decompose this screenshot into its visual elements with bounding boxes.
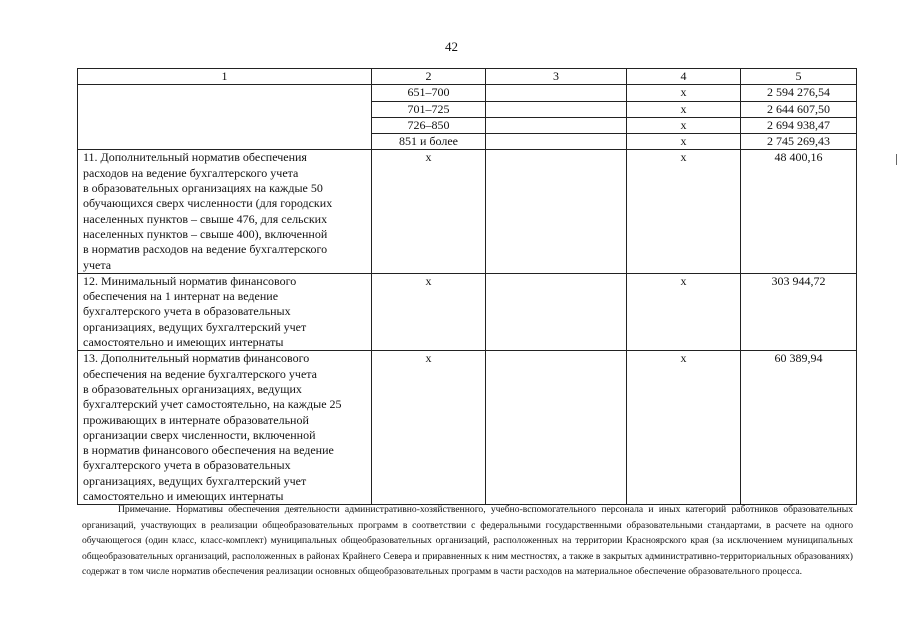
header-col-4: 4 (627, 69, 741, 85)
description-cell: 11. Дополнительный норматив обеспечения расходов на ведение бухгалтерского учета в образовательных организациях на каждые 50 обучающихся сверх численности (для городских населенных пунктов – свыше 476, для сельских населенных пунктов – свыше 400), включенной в норматив расходов на ведение бухгалтерского учета (78, 150, 372, 273)
margin-mark (896, 154, 897, 165)
mark-cell: х (372, 150, 486, 273)
table-row (78, 150, 857, 273)
mark-cell: х (627, 351, 741, 505)
value-cell: 2 644 607,50 (741, 101, 857, 117)
range-cell: 701–725 (372, 101, 486, 117)
value-cell: 2 745 269,43 (741, 134, 857, 150)
mark-cell: х (627, 101, 741, 117)
value-cell: 2 694 938,47 (741, 117, 857, 133)
value-cell: 303 944,72 (741, 273, 857, 350)
description-cell: 12. Минимальный норматив финансового обеспечения на 1 интернат на ведение бухгалтерского учета в образовательных организациях, ведущих бухгалтерский учет самостоятельно и имеющих интернаты (78, 273, 372, 350)
mark-cell: х (627, 134, 741, 150)
table-row (78, 351, 857, 505)
mark-cell: х (627, 273, 741, 350)
empty-description-cell (78, 85, 372, 150)
value-cell: 60 389,94 (741, 351, 857, 505)
table-note: Примечание. Нормативы обеспечения деятельности административно-хозяйственного, учебно-вспомогательного персонала и иных категорий работников образовательных организаций, участвующих в реализации общеобразовательных программ в соответствии с федеральными государственными образовательными стандартами, в расчете на одного обучающегося (один класс, класс-комплект) муниципальных общеобразовательных организаций, расположенных на территории Красноярского края (за исключением муниципальных общеобразовательных организаций, расположенных в районах Крайнего Севера и приравненных к ним местностях, а также в закрытых административно-территориальных образованиях) содержат в том числе норматив обеспечения реализации основных общеобразовательных программ в части расходов на материальное обеспечение образовательного процесса. (82, 504, 853, 578)
description-cell: 13. Дополнительный норматив финансового обеспечения на ведение бухгалтерского учета в образовательных организациях, ведущих бухгалтерский учет самостоятельно, на каждые 25 проживающих в интернате образовательной организации сверх численности, включенной в норматив финансового обеспечения на ведение бухгалтерского учета в образовательных организациях, ведущих бухгалтерский учет самостоятельно и имеющих интернаты (78, 351, 372, 505)
empty-cell (486, 150, 627, 273)
table-row (78, 273, 857, 350)
empty-cell (486, 351, 627, 505)
table-header-row (78, 69, 857, 85)
empty-cell (486, 85, 627, 101)
header-col-5: 5 (741, 69, 857, 85)
empty-cell (486, 101, 627, 117)
norms-table (77, 68, 857, 505)
range-cell: 851 и более (372, 134, 486, 150)
empty-cell (486, 117, 627, 133)
header-col-2: 2 (372, 69, 486, 85)
mark-cell: х (627, 85, 741, 101)
header-col-1: 1 (78, 69, 372, 85)
mark-cell: х (372, 273, 486, 350)
empty-cell (486, 273, 627, 350)
table-row (78, 85, 857, 101)
header-col-3: 3 (486, 69, 627, 85)
mark-cell: х (627, 117, 741, 133)
mark-cell: х (372, 351, 486, 505)
page-number: 42 (445, 39, 458, 54)
range-cell: 651–700 (372, 85, 486, 101)
value-cell: 2 594 276,54 (741, 85, 857, 101)
range-cell: 726–850 (372, 117, 486, 133)
mark-cell: х (627, 150, 741, 273)
value-cell: 48 400,16 (741, 150, 857, 273)
empty-cell (486, 134, 627, 150)
